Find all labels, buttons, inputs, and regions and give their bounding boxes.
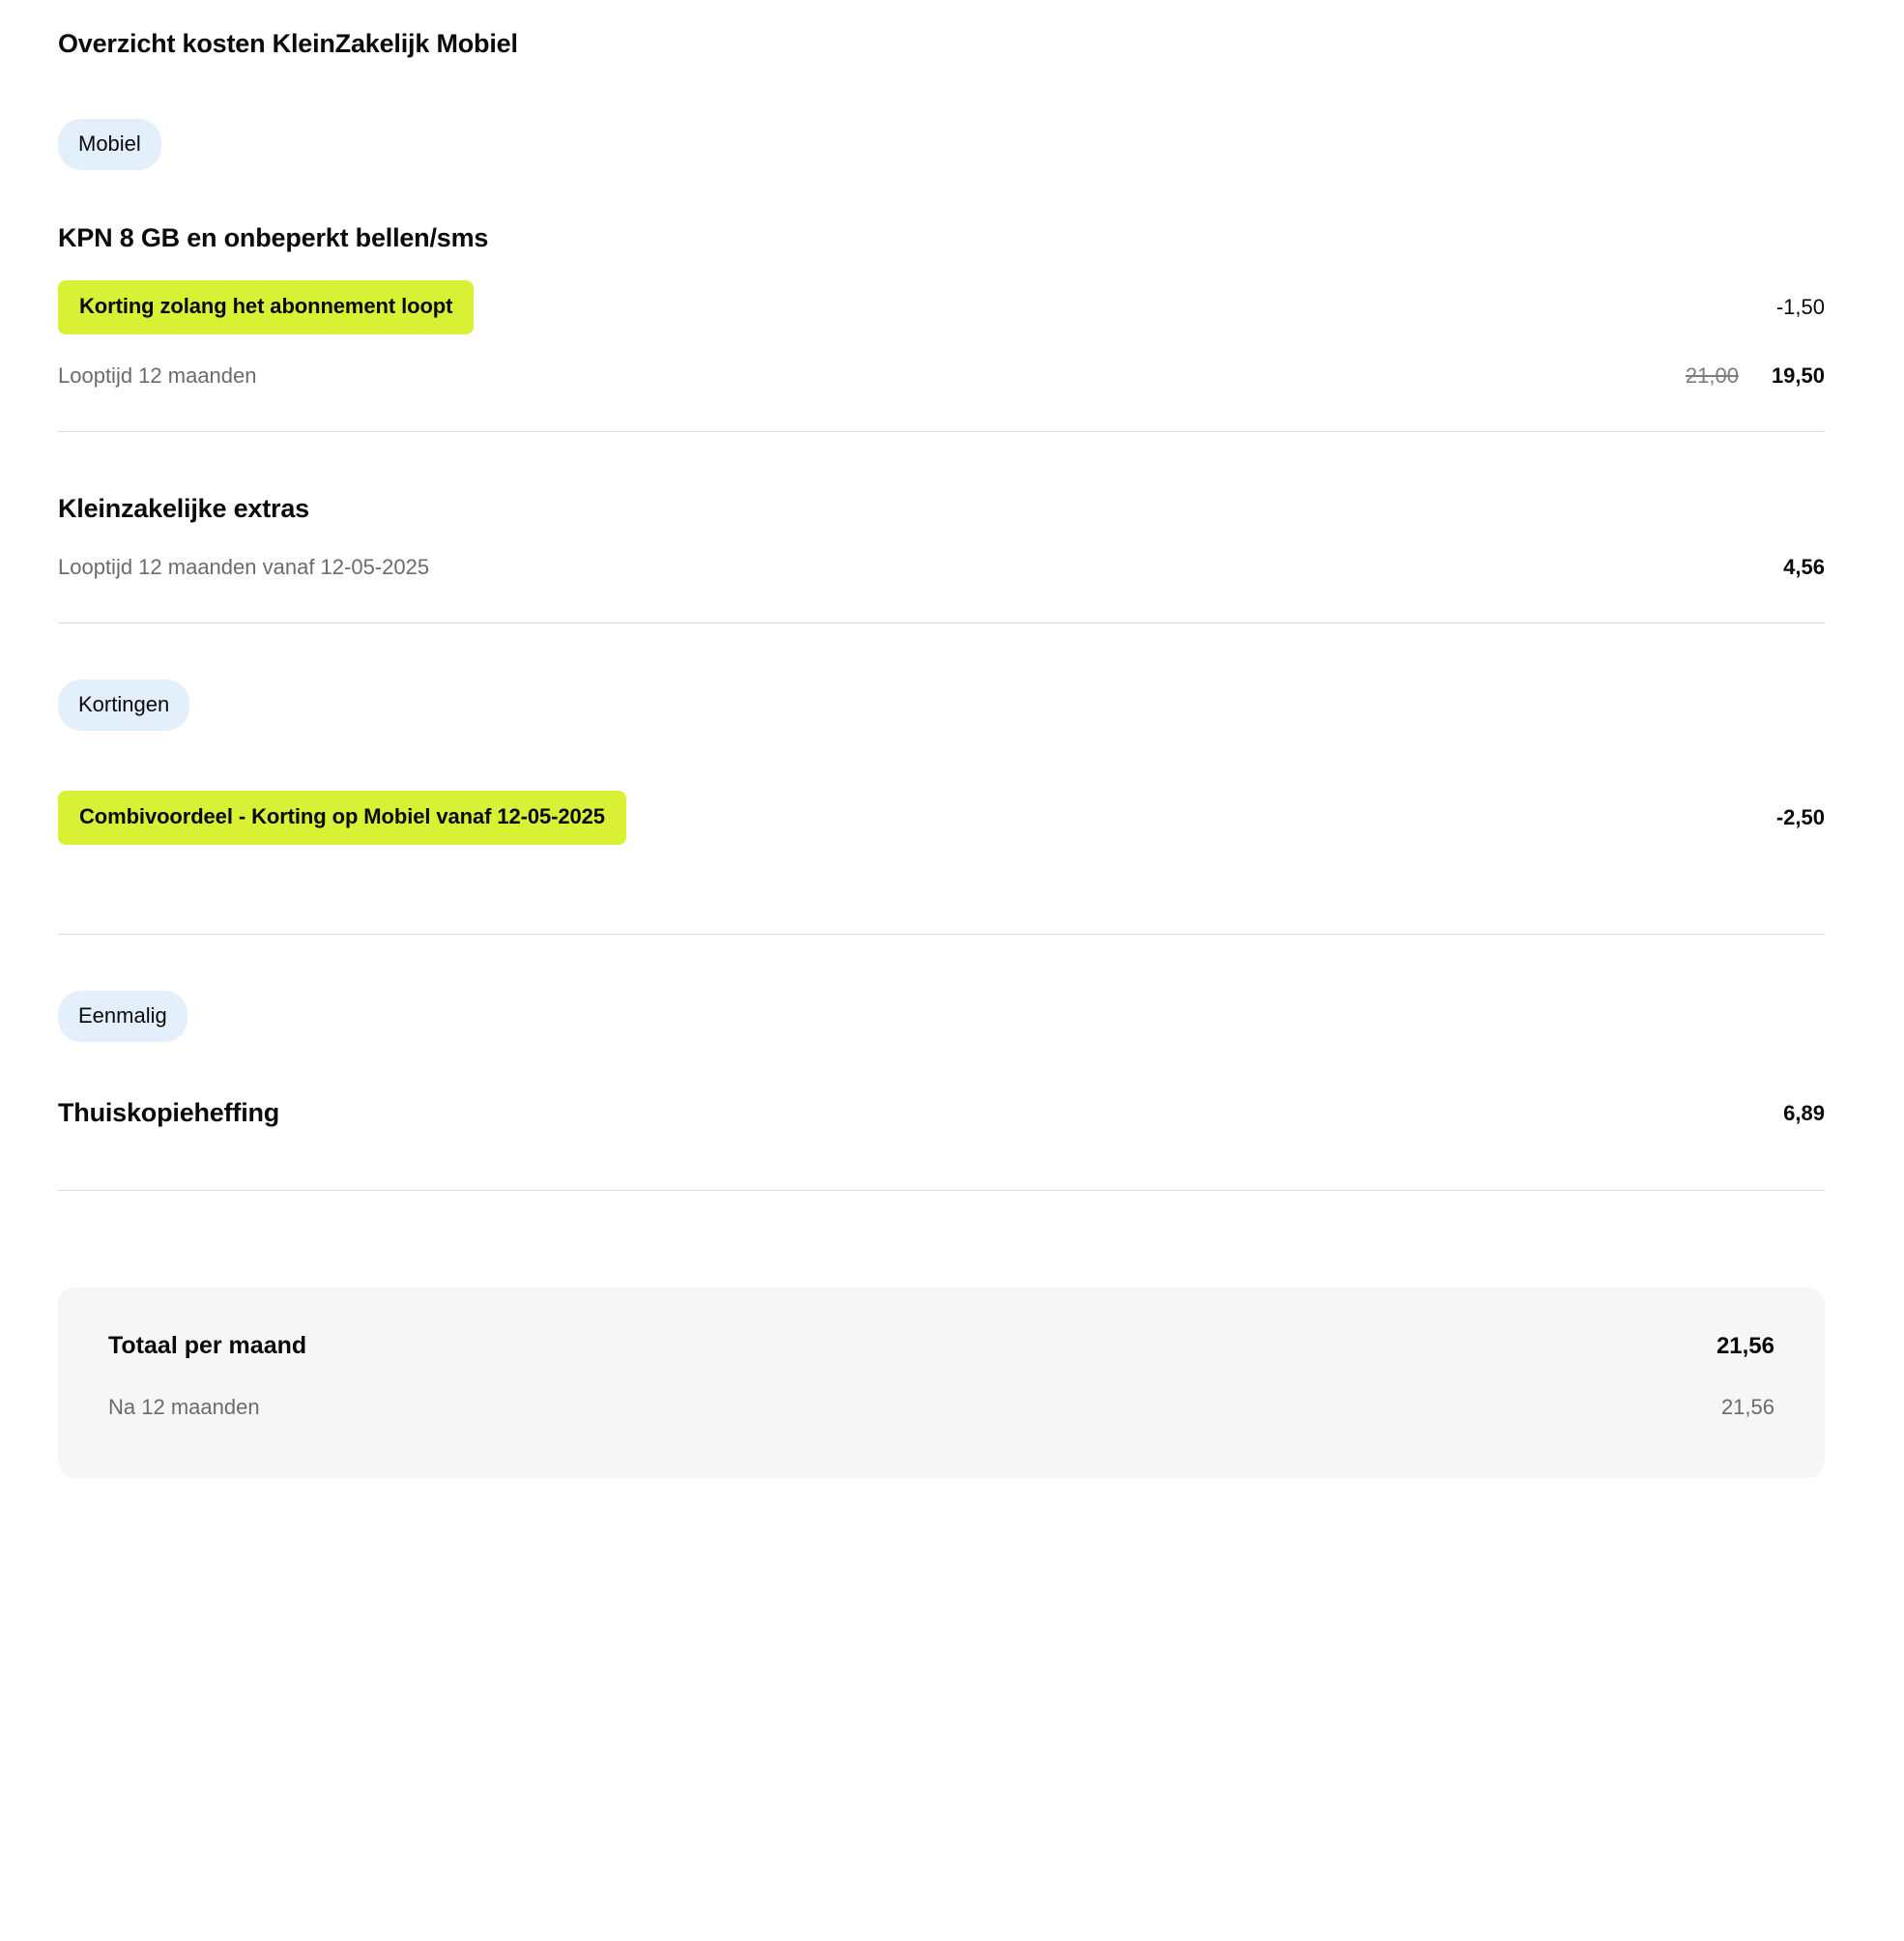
duration-label-mobiel: Looptijd 12 maanden xyxy=(58,363,257,388)
section-extras xyxy=(37,494,1846,623)
divider-after-eenmalig xyxy=(58,1190,1825,1191)
divider-after-kortingen xyxy=(58,934,1825,935)
category-tag-eenmalig: Eenmalig xyxy=(58,991,188,1042)
discount-badge-mobiel: Korting zolang het abonnement loopt xyxy=(58,280,474,334)
amount-extras: 4,56 xyxy=(1783,555,1825,579)
total-value: 21,56 xyxy=(1716,1333,1774,1359)
section-kortingen xyxy=(37,680,1846,935)
total-after-label: Na 12 maanden xyxy=(108,1395,260,1419)
tag-row-kortingen xyxy=(58,680,1825,731)
total-after-row xyxy=(108,1395,1774,1420)
row-kortingen-item xyxy=(58,791,1825,845)
tag-row-eenmalig xyxy=(58,991,1825,1042)
tag-row-mobiel xyxy=(58,119,1825,170)
page-title: Overzicht kosten KleinZakelijk Mobiel xyxy=(58,29,518,58)
total-card xyxy=(58,1288,1825,1478)
row-eenmalig-item xyxy=(58,1098,1825,1128)
discount-amount-mobiel: -1,50 xyxy=(1775,295,1825,319)
duration-label-extras: Looptijd 12 maanden vanaf 12-05-2025 xyxy=(58,555,430,579)
product-title-mobiel: KPN 8 GB en onbeperkt bellen/sms xyxy=(58,223,489,252)
total-after-value: 21,56 xyxy=(1720,1395,1774,1419)
section-mobiel xyxy=(37,119,1846,432)
row-mobiel-duration xyxy=(58,363,1825,389)
total-label: Totaal per maand xyxy=(108,1332,307,1359)
section-title-extras: Kleinzakelijke extras xyxy=(58,494,309,523)
item-label-thuiskopieheffing: Thuiskopieheffing xyxy=(58,1098,280,1127)
divider-after-mobiel xyxy=(58,431,1825,432)
item-amount-thuiskopieheffing: 6,89 xyxy=(1783,1100,1825,1125)
final-price-mobiel: 19,50 xyxy=(1771,363,1825,388)
discount-amount-combivoordeel: -2,50 xyxy=(1775,805,1825,829)
row-extras-duration xyxy=(58,555,1825,580)
price-group-mobiel xyxy=(1686,363,1825,389)
category-tag-kortingen: Kortingen xyxy=(58,680,189,731)
row-mobiel-discount xyxy=(58,280,1825,334)
category-tag-mobiel: Mobiel xyxy=(58,119,161,170)
discount-badge-combivoordeel: Combivoordeel - Korting op Mobiel vanaf 12-05-2025 xyxy=(58,791,626,845)
section-eenmalig xyxy=(37,991,1846,1191)
original-price-mobiel: 21,00 xyxy=(1685,363,1739,388)
total-row xyxy=(108,1332,1774,1360)
